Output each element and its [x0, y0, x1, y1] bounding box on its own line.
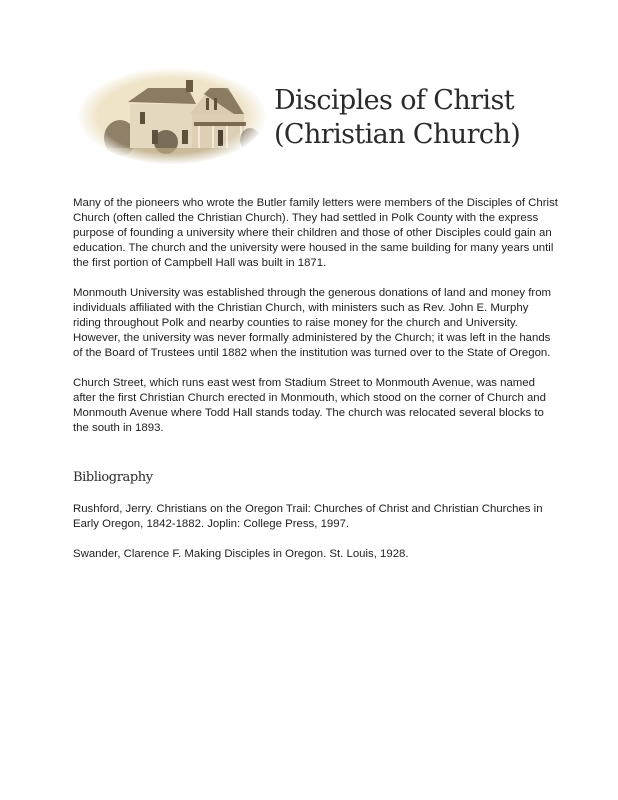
house-image-icon	[78, 68, 266, 164]
page-title	[274, 84, 520, 152]
paragraph-3: Church Street, which runs east west from Stadium Street to Monmouth Avenue, was named after the first Christian Church erected in Monmouth, which stood on the corner of Church and Monmouth Avenue where Todd Hall stands today. The church was relocated several blocks to the south in 1893.	[73, 377, 546, 434]
bibliography-heading: Bibliography	[73, 470, 153, 485]
bibliography-entry: Rushford, Jerry. Christians on the Oregon Trail: Churches of Christ and Christian Churches in Early Oregon, 1842-1882. Joplin: College Press, 1997.	[73, 503, 543, 530]
paragraph-1: Many of the pioneers who wrote the Butler family letters were members of the Disciples of Christ Church (often called the Christian Church). They had settled in Polk County with the express purpose of founding a university where their children and those of other Disciples could gain an education. The church and the university were housed in the same building for many years until the first portion of Campbell Hall was built in 1871.	[73, 197, 558, 269]
title-line-2: (Christian Church)	[274, 119, 521, 150]
bibliography-entry: Swander, Clarence F. Making Disciples in Oregon. St. Louis, 1928.	[73, 548, 409, 560]
house-photo	[78, 68, 266, 164]
title-line-1: Disciples of Christ	[274, 85, 514, 116]
paragraph-2: Monmouth University was established through the generous donations of land and money from individuals affiliated with the Christian Church, with ministers such as Rev. John E. Murphy riding throughout Polk and nearby counties to raise money for the church and University. However, the university was never formally administered by the Church; it was left in the hands of the Board of Trustees until 1882 when the institution was turned over to the State of Oregon.	[73, 287, 552, 359]
